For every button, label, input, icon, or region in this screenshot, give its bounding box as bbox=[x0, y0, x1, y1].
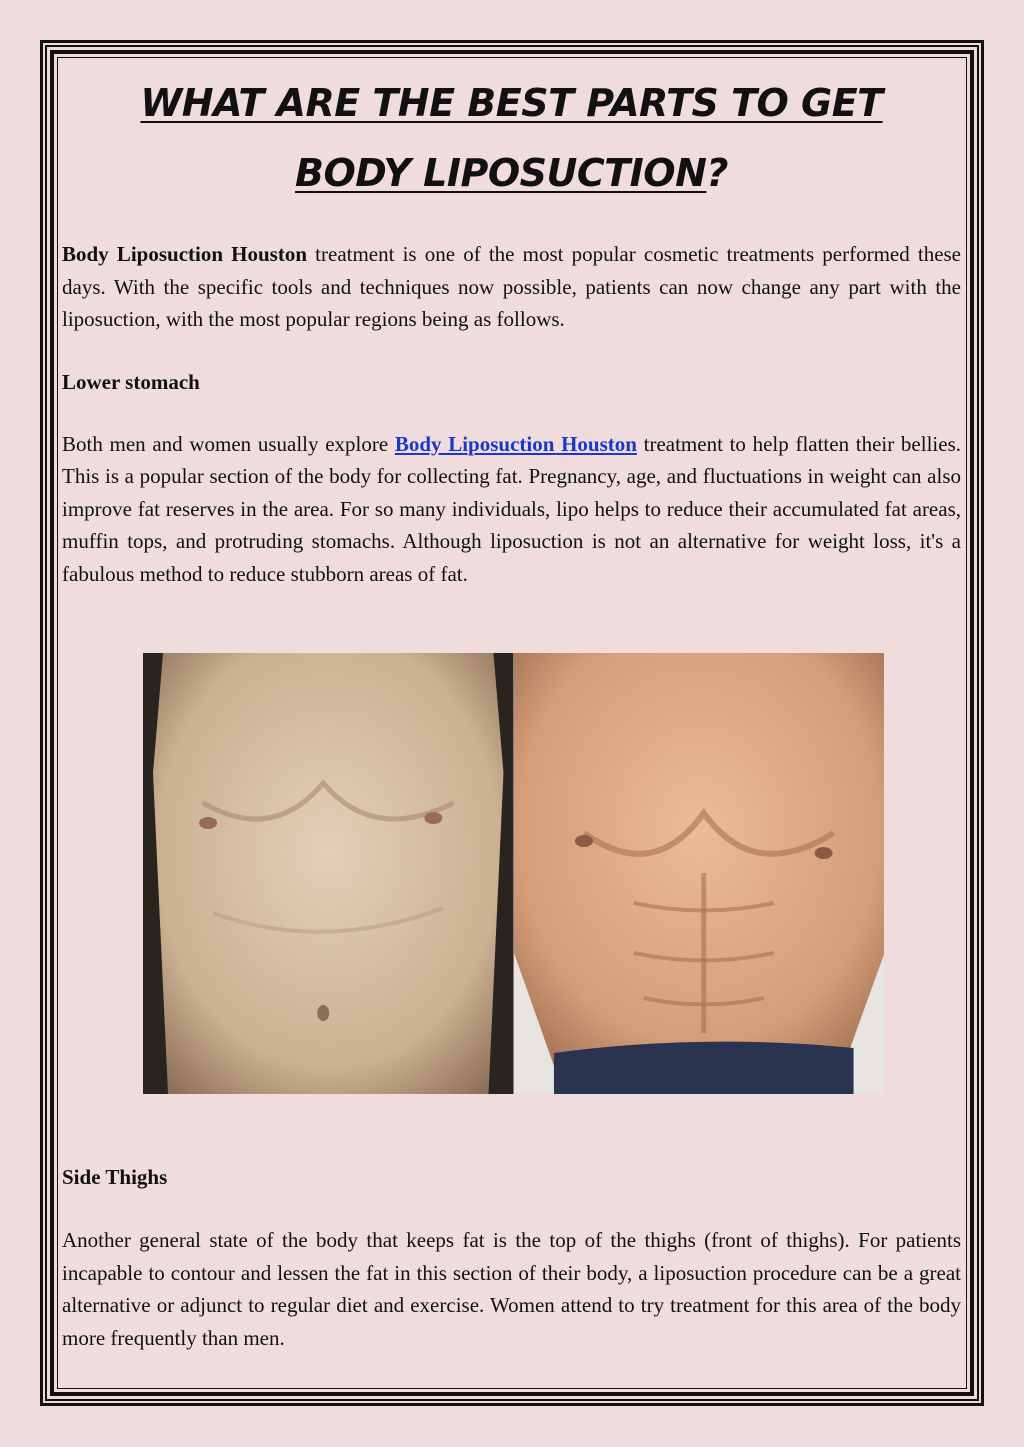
title-line-1: WHAT ARE THE BEST PARTS TO GET bbox=[140, 81, 883, 125]
intro-bold-term: Body Liposuction Houston bbox=[62, 242, 308, 266]
lower-stomach-text-pre: Both men and women usually explore bbox=[62, 431, 395, 456]
body-liposuction-houston-link[interactable]: Body Liposuction Houston bbox=[394, 431, 637, 456]
intro-text: treatment is one of the most popular cosmetic treatments performed these days. With the specific tools and techniques now possible, patients can now change any part with the liposuction, with the most popular regions being as follows. bbox=[62, 242, 962, 331]
before-after-torso-photo bbox=[143, 653, 884, 1094]
lower-stomach-text-post: treatment to help flatten their bellies. This is a popular section of the body for collecting fat. Pregnancy, age, and fluctuations in weight can also improve fat reserves in the area. For so many individuals, lipo helps to reduce their accumulated fat areas, muffin tops, and protruding stomachs. Although liposuction is not an alternative for weight loss, it's a fabulous method to reduce stubborn areas of fat. bbox=[62, 431, 961, 586]
torso-before-image bbox=[143, 653, 514, 1094]
page-title bbox=[62, 68, 961, 208]
title-question-mark: ? bbox=[706, 151, 728, 195]
torso-after-image bbox=[514, 653, 885, 1094]
intro-paragraph bbox=[62, 238, 961, 336]
side-thighs-paragraph: Another general state of the body that keeps fat is the top of the thighs (front of thighs). For patients incapable to contour and lessen the fat in this section of their body, a liposuction procedure can be a great alternative or adjunct to regular diet and exercise. Women attend to try treatment for this area of the body more frequently than men. bbox=[62, 1228, 961, 1350]
section-heading-lower-stomach: Lower stomach bbox=[62, 369, 200, 394]
document-content bbox=[62, 68, 961, 590]
lower-stomach-paragraph bbox=[62, 428, 961, 591]
section-heading-side-thighs: Side Thighs bbox=[62, 1165, 168, 1189]
title-line-2: BODY LIPOSUCTION bbox=[295, 151, 707, 195]
